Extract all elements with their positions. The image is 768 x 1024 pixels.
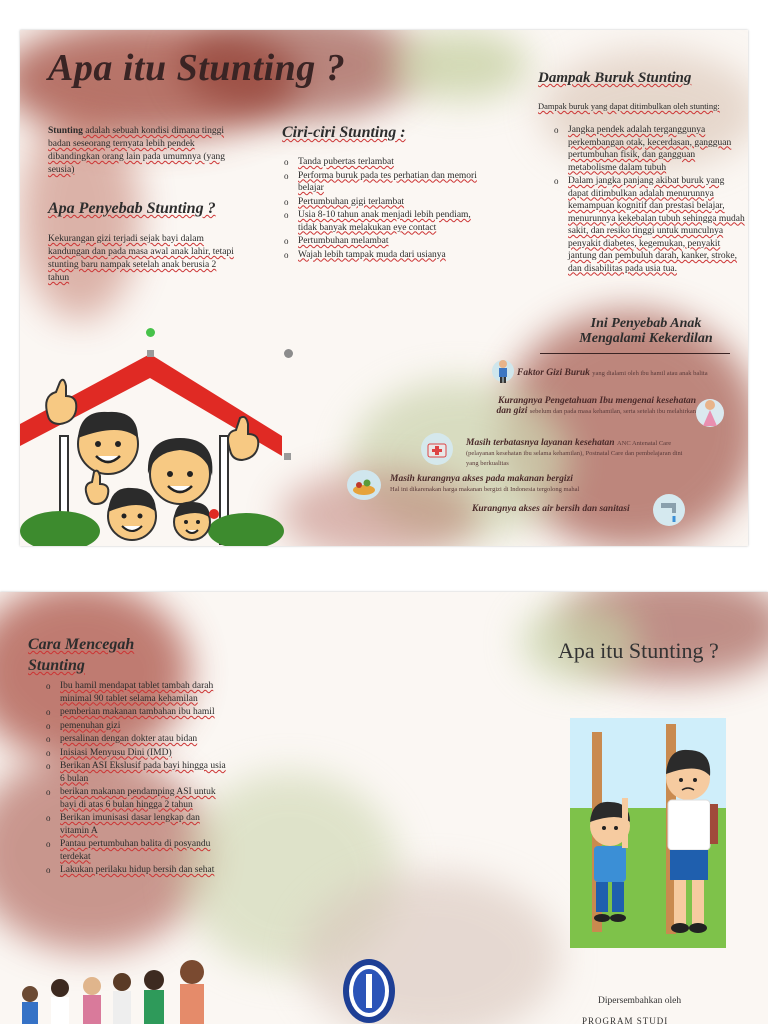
factor-title: Masih terbatasnya layanan kesehatan xyxy=(466,438,615,448)
factor-desc: Hal ini dikarenakan harga makanan bergizi di Indonesia tergolong mahal xyxy=(390,486,580,493)
prevent-item: o pemenuhan gizi xyxy=(60,720,230,733)
factor-desc: sebelum dan pada masa kehamilan, serta setelah ibu melahirkan xyxy=(529,408,696,415)
cover-title: Apa itu Stunting ? xyxy=(558,638,719,663)
trait-item: o Usia 8-10 tahun anak menjadi lebih pendiam, tidak banyak melakukan eye contact xyxy=(298,209,478,234)
resize-handle[interactable] xyxy=(147,350,154,357)
factor-item xyxy=(466,438,686,468)
kids-height-illustration xyxy=(570,718,726,948)
page-title: Apa itu Stunting ? xyxy=(48,47,346,89)
prevent-item: o Ibu hamil mendapat tablet tambah darah minimal 90 tablet selama kehamilan xyxy=(60,680,230,705)
brochure-page-1 xyxy=(20,30,748,546)
definition-term: Stunting xyxy=(48,126,83,136)
prevent-item: o berikan makanan pendamping ASI untuk bayi di atas 6 bulan hingga 2 tahun xyxy=(60,786,230,811)
factor-title: Kurangnya Pengetahuan Ibu mengenai kesehatan dan gizi xyxy=(496,396,696,416)
divider xyxy=(540,353,730,354)
presenter: PROGRAM STUDI xyxy=(582,1016,669,1024)
factor-title: Faktor Gizi Buruk xyxy=(517,368,590,378)
impact-intro: Dampak buruk yang dapat ditimbulkan oleh stunting: xyxy=(538,101,720,111)
watercolor-blob xyxy=(390,30,530,100)
factors-heading-line-2: Mengalami Kekerdilan xyxy=(579,331,713,346)
mother-icon xyxy=(696,394,724,432)
cause-heading: Apa Penyebab Stunting ? xyxy=(48,200,216,217)
family-house-illustration xyxy=(20,326,290,546)
traits-list xyxy=(284,156,478,262)
prevent-item: o pemberian makanan tambahan ibu hamil xyxy=(60,706,230,719)
prevent-heading xyxy=(28,634,134,676)
prevent-item: o Inisiasi Menyusu Dini (IMD) xyxy=(60,747,230,760)
cause-text: Kekurangan gizi terjadi sejak bayi dalam kandungan dan pada masa awal anak lahir, tetapi stunting baru nampak setelah anak berusia 2 tahun xyxy=(48,234,234,283)
food-icon xyxy=(346,468,382,502)
trait-item: o Pertumbuhan gigi terlambat xyxy=(298,196,478,209)
impacts-list xyxy=(554,124,746,276)
definition-paragraph xyxy=(48,125,248,177)
factor-title: Kurangnya akses air bersih dan sanitasi xyxy=(472,504,630,514)
rotate-handle[interactable] xyxy=(146,328,155,337)
prevent-item: o Berikan ASI Ekslusif pada bayi hingga usia 6 bulan xyxy=(60,760,230,785)
definition-text: adalah sebuah kondisi dimana tinggi badan seseorang ternyata lebih pendek dibandingkan orang lain pada umumnya (yang seusia) xyxy=(48,126,226,175)
impact-item: o Dalam jangka panjang akibat buruk yang dapat ditimbulkan adalah menurunnya kemampuan kognitif dan prestasi belajar, menurunnya kekebalan tubuh sehingga mudah sakit, dan resiko tinggi untuk munculnya penyakit diabetes, kegemukan, penyakit jantung dan pembuluh darah, kanker, stroke, dan disabilitas pada usia tua. xyxy=(568,175,746,275)
trait-item: o Wajah lebih tampak muda dari usianya xyxy=(298,249,478,262)
factors-heading xyxy=(546,316,746,346)
trait-item: o Performa buruk pada tes perhatian dan memori belajar xyxy=(298,170,478,195)
presented-by: Dipersembahkan oleh xyxy=(598,996,682,1006)
anchor-handle[interactable] xyxy=(284,349,293,358)
prevent-list xyxy=(46,680,230,878)
factor-item xyxy=(472,504,662,514)
impact-heading: Dampak Buruk Stunting xyxy=(538,70,692,86)
watercolor-blob xyxy=(300,872,560,1024)
trait-item: o Tanda pubertas terlambat xyxy=(298,156,478,169)
traits-heading: Ciri-ciri Stunting : xyxy=(282,124,406,141)
prevent-heading-line-1: Cara Mencegah xyxy=(28,636,135,653)
brochure-page-2 xyxy=(0,592,768,1024)
factor-title: Masih kurangnya akses pada makanan bergizi xyxy=(390,474,573,484)
impact-item: o Jangka pendek adalah terganggunya perkembangan otak, kecerdasan, gangguan pertumbuhan fisik, dan gangguan metabolisme dalam tubuh xyxy=(568,124,746,174)
factor-item xyxy=(390,474,630,494)
factor-item xyxy=(486,396,696,416)
factor-desc: yang dialami oleh ibu hamil atau anak balita xyxy=(592,370,708,377)
children-group-photo xyxy=(10,942,220,1024)
institution-logo xyxy=(342,958,396,1024)
prevent-item: o Pantau pertumbuhan balita di posyandu terdekat xyxy=(60,838,230,863)
prevent-item: o Berikan imunisasi dasar lengkap dan vitamin A xyxy=(60,812,230,837)
prevent-heading-line-2: Stunting xyxy=(28,657,85,674)
prevent-item: o Lakukan perilaku hidup bersih dan sehat xyxy=(60,864,230,877)
factor-desc: ANC Antenatal Care (pelayanan kesehatan ibu selama kehamilan), Postnatal Care dan pembelajaran dini yang berkualitas xyxy=(466,440,683,467)
health-service-icon xyxy=(420,432,454,466)
resize-handle[interactable] xyxy=(284,453,291,460)
prevent-item: o persalinan dengan dokter atau bidan xyxy=(60,733,230,746)
factors-heading-line-1: Ini Penyebab Anak xyxy=(590,316,702,331)
trait-item: o Pertumbuhan melambat xyxy=(298,235,478,248)
child-icon xyxy=(492,355,514,387)
water-tap-icon xyxy=(652,492,686,528)
factor-item xyxy=(517,368,743,378)
